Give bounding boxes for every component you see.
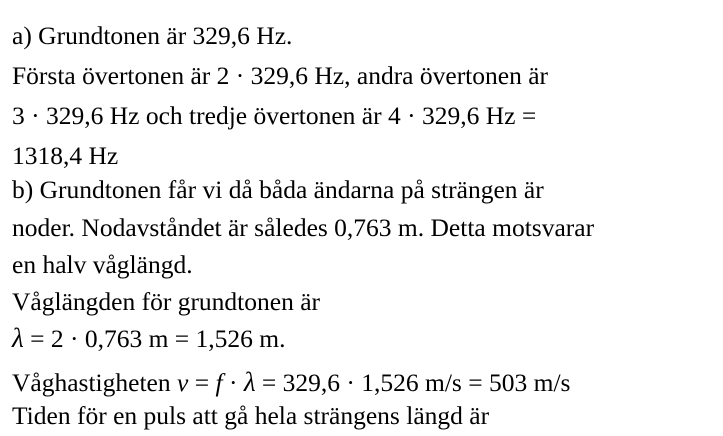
- velocity-symbol: v: [177, 368, 189, 397]
- wavelength-equation: [12, 323, 286, 354]
- answer-a-overtones-line-1: Första övertonen är 2 · 329,6 Hz, andra övertonen är: [12, 61, 549, 90]
- frequency-symbol: f: [215, 368, 223, 397]
- multiply-dot: ·: [222, 368, 244, 397]
- wave-speed-equation-rest: = 329,6 · 1,526 m/s = 503 m/s: [255, 368, 571, 397]
- answer-a-overtones-line-2: 3 · 329,6 Hz och tredje övertonen är 4 · 329,6 Hz =: [12, 101, 537, 130]
- wave-speed-prefix: Våghastigheten: [12, 368, 177, 397]
- answer-a-overtones-line-3: 1318,4 Hz: [12, 141, 119, 170]
- lambda-symbol: λ: [243, 367, 256, 397]
- answer-a-fundamental: a) Grundtonen är 329,6 Hz.: [12, 21, 293, 50]
- pulse-time-intro: Tiden för en puls att gå hela strängens längd är: [12, 401, 490, 430]
- wavelength-equation-rest: = 2 · 0,763 m = 1,526 m.: [23, 324, 286, 353]
- wave-speed-equation: [12, 367, 570, 398]
- answer-b-line-2: noder. Nodavståndet är således 0,763 m. Detta motsvarar: [12, 213, 595, 242]
- equals-sign: =: [188, 368, 216, 397]
- wavelength-intro: Våglängden för grundtonen är: [12, 287, 321, 316]
- answer-b-line-1: b) Grundtonen får vi då båda ändarna på strängen är: [12, 175, 544, 204]
- answer-b-line-3: en halv våglängd.: [12, 250, 193, 279]
- lambda-symbol: λ: [12, 323, 24, 353]
